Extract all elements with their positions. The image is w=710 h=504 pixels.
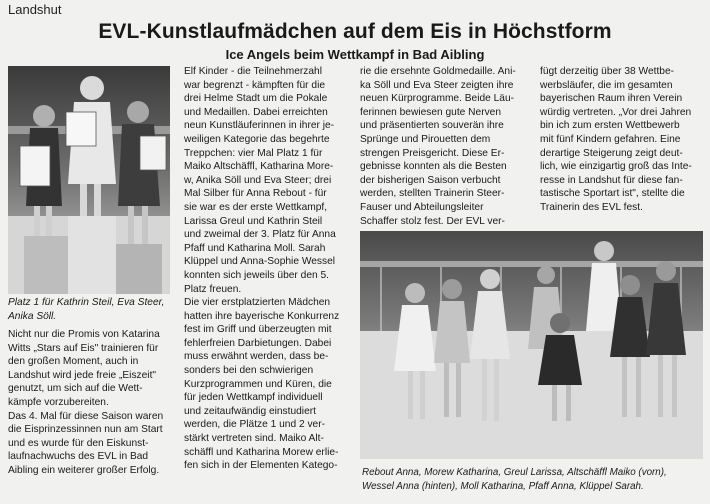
text-line: strengen Preisgericht. Diese Er-	[360, 147, 505, 159]
text-line: Treppchen: vier Mal Platz 1 für	[184, 147, 323, 159]
article-column-1	[8, 328, 176, 478]
section-label: Landshut	[8, 2, 62, 17]
text-line: und zweimal der 3. Platz für Anna	[184, 229, 336, 241]
text-line: Maiko Altschäffl, Katharina More-	[184, 161, 334, 173]
subheadline: Ice Angels beim Wettkampf in Bad Aibling	[225, 47, 485, 62]
text-line: Mal Silber für Anna Rebout - für	[184, 188, 327, 200]
text-line: derartige Steigerung zeigt deut-	[540, 147, 683, 159]
text-line: bayerischen Raum ihren Verein	[540, 93, 683, 105]
text-line: tastische Sportart ist", stellte die	[540, 188, 685, 200]
text-line: Das 4. Mal für diese Saison waren	[8, 410, 164, 422]
text-line: fügt derzeitig über 38 Wettbe-	[540, 66, 675, 77]
text-line: die Eisprinzessinnen nun am Start	[8, 424, 163, 436]
text-line: hatten ihre bayerische Konkurrenz	[184, 310, 340, 322]
text-line: Fauser und Abteilungsleiter	[360, 201, 484, 213]
text-line: Nicht nur die Promis von Katarina	[8, 329, 160, 340]
text-line: sonders bei den schwierigen	[184, 365, 314, 377]
article-column-2	[184, 65, 353, 473]
text-line: Pfaff und Katharina Moll. Sarah	[184, 242, 326, 254]
text-line: Witts „Stars auf Eis" trainieren für	[8, 342, 159, 354]
text-line: Die vier erstplatzierten Mädchen	[184, 297, 331, 309]
text-line: neuen Kürprogramme. Beide Läu-	[360, 93, 515, 105]
text-line: kämpfe vorzubereiten.	[8, 396, 109, 408]
text-line: Klüppel und Anna-Sophie Wessel	[184, 256, 336, 268]
text-line: fehlerfreien Darbietungen. Dabei	[184, 337, 332, 349]
text-line: w, Anika Söll und Eva Steer; drei	[184, 174, 332, 186]
text-line: und zeitaufwändig einstudiert	[184, 405, 316, 417]
text-line: und Medaillen. Dabei erreichten	[184, 106, 328, 118]
text-line: der bisherigen Saison verbucht	[360, 174, 501, 186]
headline: EVL-Kunstlaufmädchen auf dem Eis in Höchstform	[98, 20, 612, 43]
text-line: Trainerin des EVL fest.	[540, 201, 643, 213]
text-line: war begrenzt - kämpften für die	[184, 79, 325, 91]
text-line: resse in Landshut für diese fan-	[540, 174, 683, 186]
text-line: Schaffer stolz fest. Der EVL ver-	[360, 215, 505, 227]
text-line: rie die ersehnte Goldmedaille. Ani-	[360, 66, 516, 77]
text-line: werden, die Plätze 1 und 2 ver-	[184, 419, 326, 431]
text-line: neun Kunstläuferinnen in ihrer je-	[184, 120, 335, 132]
text-line: sie war es der erste Wettkampf,	[184, 201, 328, 213]
text-line: Elf Kinder - die Teilnehmerzahl	[184, 66, 322, 77]
text-line: bin ich zum ersten Wettbewerb	[540, 120, 680, 132]
caption-line: Rebout Anna, Morew Katharina, Greul Larissa, Altschäffl Maiko (vorn),	[362, 467, 667, 478]
text-line: genutzt, um sich auf die Wett-	[8, 383, 143, 395]
text-line: lich, wie einzigartig groß das Inte-	[540, 161, 692, 173]
text-line: schäffl und Katharina Morew erlie-	[184, 446, 339, 458]
text-line: mit fünf Kindern gefahren. Eine	[540, 133, 681, 145]
caption-line: Wessel Anna (hinten), Moll Katharina, Pfaff Anna, Klüppel Sarah.	[362, 480, 644, 492]
text-line: konnten sich jeweils über den 5.	[184, 269, 329, 281]
article-column-4	[540, 65, 703, 215]
article-column-3	[360, 65, 528, 228]
photo-podium-caption	[8, 296, 178, 323]
text-line: weiligen Kategorie das begehrte	[184, 133, 330, 145]
text-line: stärkt vertreten sind. Maiko Alt-	[184, 433, 324, 445]
text-line: werbsläufer, die im gesamten	[540, 79, 673, 91]
text-line: Kurzprogrammen und Küren, die	[184, 378, 332, 390]
caption-line: Platz 1 für Kathrin Steil, Eva Steer,	[8, 297, 165, 308]
text-line: Landshut wird jede freie „Eiszeit"	[8, 369, 157, 381]
text-line: ferinnen bewiesen gute Nerven	[360, 106, 502, 118]
text-line: gebnisse konnten als die Besten	[360, 161, 507, 173]
text-line: ka Söll und Eva Steer zeigten ihre	[360, 79, 514, 91]
text-line: Platz freuen.	[184, 283, 242, 295]
text-line: Sprünge und Pirouetten dem	[360, 133, 491, 145]
text-line: muss erwähnt werden, dass be-	[184, 351, 329, 363]
text-line: werden, stellten Trainerin Steer-	[360, 188, 505, 200]
photo-group	[360, 231, 703, 459]
photo-group-caption	[362, 466, 707, 493]
text-line: für jeden Wettkampf individuell	[184, 392, 323, 404]
text-line: den großen Moment, auch in	[8, 356, 139, 368]
text-line: und präsentierten souverän ihre	[360, 120, 504, 132]
text-line: Larissa Greul und Kathrin Steil	[184, 215, 323, 227]
caption-line: Anika Söll.	[8, 310, 57, 322]
text-line: und es wurde für den Eiskunst-	[8, 437, 149, 449]
text-line: drei Helme Stadt um die Pokale	[184, 93, 328, 105]
text-line: würdig vertreten. „Vor drei Jahren	[540, 106, 692, 118]
text-line: fest im Griff und überzeugten mit	[184, 324, 332, 336]
text-line: fen sich in der Elementen Katego-	[184, 460, 338, 472]
text-line: Aibling ein weiterer großer Erfolg.	[8, 464, 160, 476]
text-line: laufnachwuchs des EVL in Bad	[8, 451, 149, 463]
photo-podium	[8, 66, 170, 294]
